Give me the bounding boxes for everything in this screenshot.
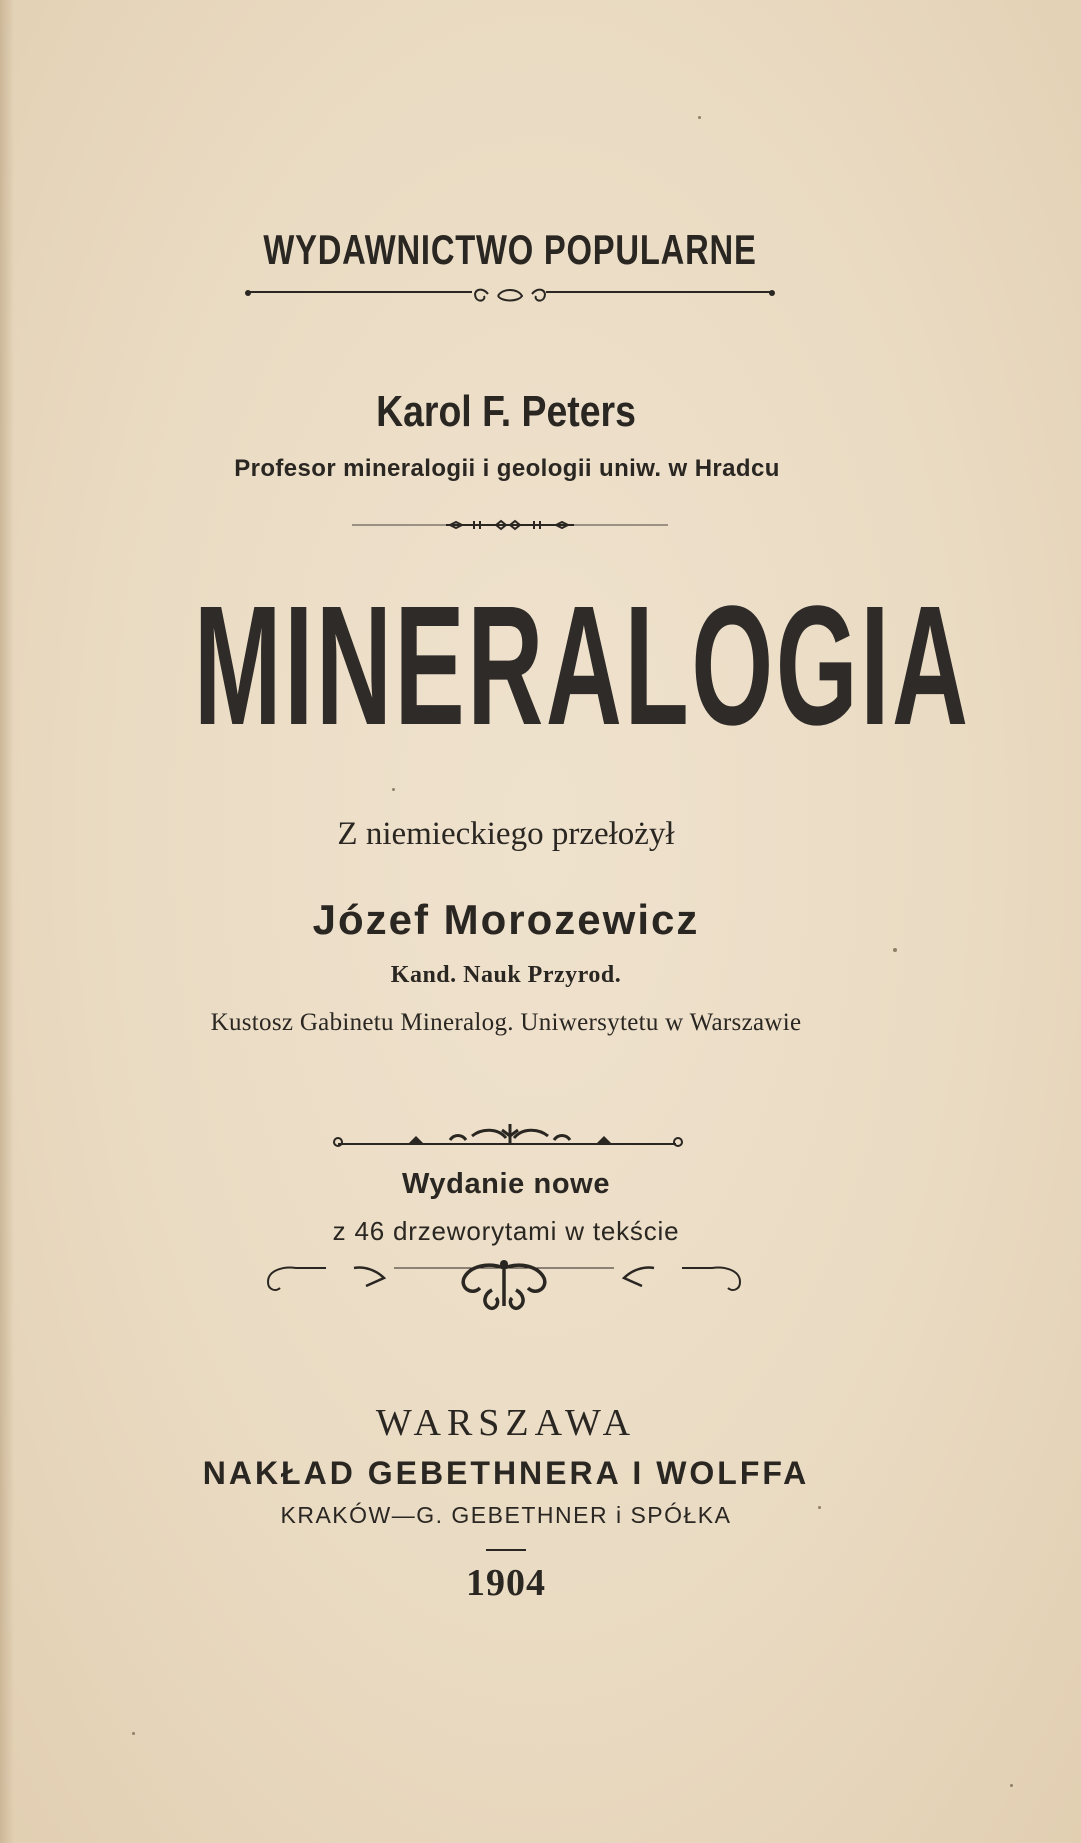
edition-illustrations: z 46 drzeworytami w tekście <box>332 1216 680 1246</box>
translator-name: Józef Morozewicz <box>312 896 700 943</box>
book-title: MINERALOGIA <box>193 571 971 761</box>
edition-label: Wydanie nowe <box>401 1168 611 1200</box>
rule-ornament-author <box>350 518 670 532</box>
series-heading: WYDAWNICTWO POPULARNE <box>263 226 757 273</box>
translator-role: Kustosz Gabinetu Mineralog. Uniwersytetu w Warszawie <box>210 1009 802 1036</box>
short-rule <box>484 1547 528 1553</box>
imprint-publisher: NAKŁAD GEBETHNERA I WOLFFA <box>202 1455 810 1491</box>
paper-speck <box>132 1732 135 1735</box>
rule-ornament-bottom <box>264 1254 744 1312</box>
imprint-city: WARSZAWA <box>375 1402 637 1444</box>
paper-speck <box>392 788 395 791</box>
paper-speck <box>818 1506 821 1509</box>
rule-ornament-middle <box>330 1120 690 1152</box>
author-name: Karol F. Peters <box>376 387 636 436</box>
paper-speck <box>1010 1784 1013 1787</box>
rule-ornament-top <box>240 282 780 306</box>
paper-speck <box>698 116 701 119</box>
imprint-branch: KRAKÓW—G. GEBETHNER i SPÓŁKA <box>280 1502 732 1528</box>
translation-note: Z niemieckiego przełożył <box>337 816 675 852</box>
translator-degree: Kand. Nauk Przyrod. <box>390 962 622 988</box>
author-affiliation: Profesor mineralogii i geologii uniw. w Hradcu <box>234 455 780 482</box>
imprint-year: 1904 <box>466 1562 546 1604</box>
paper-speck <box>893 948 897 952</box>
